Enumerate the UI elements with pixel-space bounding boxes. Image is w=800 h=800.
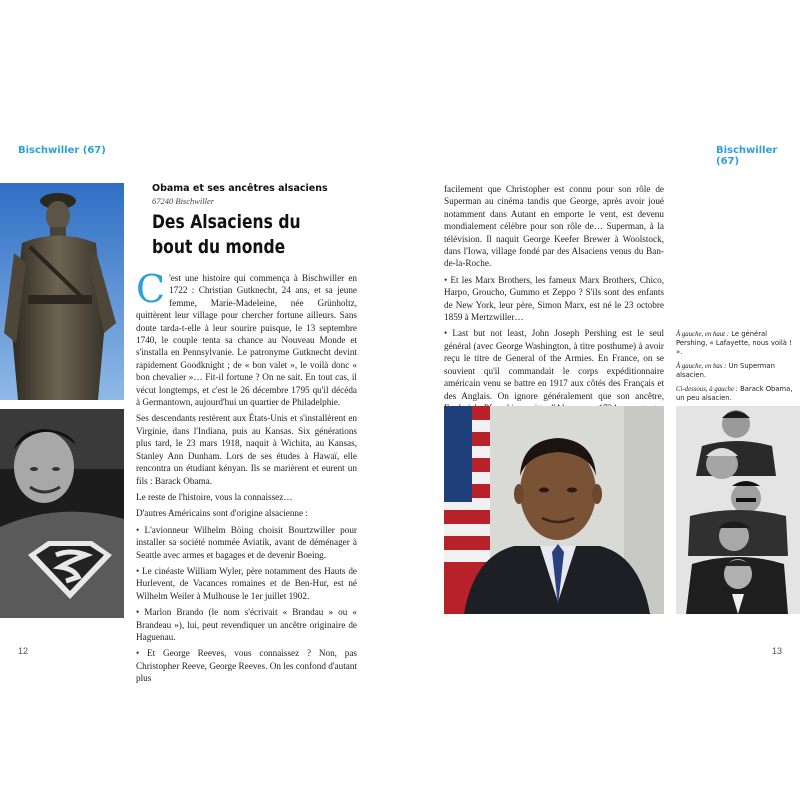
- caption-text: Un Superman alsacien.: [676, 362, 775, 379]
- marx-brothers-photo: [676, 406, 800, 614]
- running-head-right: Bischwiller (67): [716, 145, 778, 167]
- text-column-left: [136, 267, 357, 689]
- article-location: 67240 Bischwiller: [152, 196, 215, 206]
- caption-text: Le général Pershing, « Lafayette, nous voilà ! ».: [676, 330, 792, 356]
- caption-item: [676, 330, 794, 357]
- page-number-left: 12: [18, 646, 29, 656]
- caption-item: [676, 362, 794, 380]
- drop-cap: C: [136, 267, 166, 311]
- pershing-statue-photo: [0, 183, 124, 400]
- paragraph-reeves: • Et George Reeves, vous connaissez ? Non, pas Christopher Reeve, George Reeves. On les confond d'autant plus: [136, 648, 357, 684]
- paragraph-descendants: Ses descendants restèrent aux États-Unis et s'installèrent en Virginie, dans l'Indiana, puis au Kansas. Six générations plus tard, le 23 mars 1918, naquit à Wichita, au Kansas, Stanley Ann Dunham. Lors de ses études à Hawaï, elle rencontra un étudiant kényan. Ils se marièrent et eurent un fils : Barack Obama.: [136, 413, 357, 486]
- obama-photo: [444, 406, 664, 614]
- superman-photo: [0, 409, 124, 618]
- paragraph-brando: • Marlon Brando (le nom s'écrivait « Brandau » ou « Brandeau »), lui, peut revendiquer un ancêtre originaire de Haguenau.: [136, 607, 357, 642]
- paragraph-marx: • Et les Marx Brothers, les fameux Marx Brothers, Chico, Harpo, Groucho, Gummo et Zeppo ? S'ils sont des enfants de New York, leur père, Simon Marx, est né le 23 octobre 1859 à Mertzwiller…: [444, 274, 664, 323]
- paragraph-rest: Le reste de l'histoire, vous la connaissez…: [136, 491, 293, 502]
- caption-item: [676, 385, 794, 403]
- intro-text: 'est une histoire qui commença à Bischwiller en 1722 : Christian Gutknecht, 24 ans, et sa jeune femme, Marie-Madeleine, née Grünholtz, quittèrent leur village pour chercher fortune ailleurs. Sans doute tarda-t-elle à leur sourire puisque, le 13 septembre 1740, le couple tenta sa chance au Nouveau Monde et s'installa en Pennsylvanie. Le patronyme Gutknecht devint rapidement Goodknight ; de « bon valet », le voilà donc « bon chevalier »… Fit-il fortune ? On ne sait. En tout cas, il vécut longtemps, et c'est le 26 décembre 1795 qu'il décéda à Germantown, aujourd'hui un quartier de Philadelphie.: [136, 273, 357, 408]
- article-kicker: Obama et ses ancêtres alsaciens: [152, 183, 328, 194]
- paragraph-others: D'autres Américains sont d'origine alsacienne :: [136, 508, 308, 519]
- caption-lead: Ci-dessous, à gauche :: [676, 386, 738, 393]
- paragraph-boeing: • L'avionneur Wilhelm Böing choisit Bourtzwiller pour installer sa société nommée Aviatik, avant de déménager à Seattle avec armes et bagages et de devenir Boeing.: [136, 524, 357, 560]
- paragraph-superman: facilement que Christopher est connu pour son rôle de Superman au cinéma tandis que George, après avoir joué notamment dans Autant en emporte le vent, est devenu mondialement célèbre pour son rôle de… Superman, à la télévision. Il naquit George Keefer Brewer à Woolstock, dans l'Iowa, village fondé par des Alsaciens venus du Ban-de-la-Roche.: [444, 184, 664, 269]
- intro-paragraph: [136, 267, 357, 408]
- paragraph-pershing: • Last but not least, John Joseph Pershing est le seul général (avec George Washington, à titre posthume) à avoir reçu le titre de General of the Armies. En France, on se souvient qu'il commandait le corps expéditionnaire américain venu se battre en 1917 aux côtés des Français et des Anglais. On ignore généralement que son ancêtre,: [444, 328, 664, 401]
- text-column-right: [444, 183, 664, 443]
- running-head-left: Bischwiller (67): [18, 145, 106, 156]
- caption-text: Barack Obama, un peu alsacien.: [676, 385, 793, 402]
- article-headline: Des Alsaciens du bout du monde: [152, 211, 301, 258]
- page-number-right: 13: [772, 646, 783, 656]
- caption-lead: À gauche, en bas :: [676, 363, 727, 370]
- paragraph-wyler: • Le cinéaste William Wyler, père notamment des Hauts de Hurlevent, de Vacances romaines et de Ben-Hur, est né Wilhelm Weiler à Mulhouse le 1er juillet 1902.: [136, 565, 357, 601]
- caption-lead: À gauche, en haut :: [676, 331, 730, 338]
